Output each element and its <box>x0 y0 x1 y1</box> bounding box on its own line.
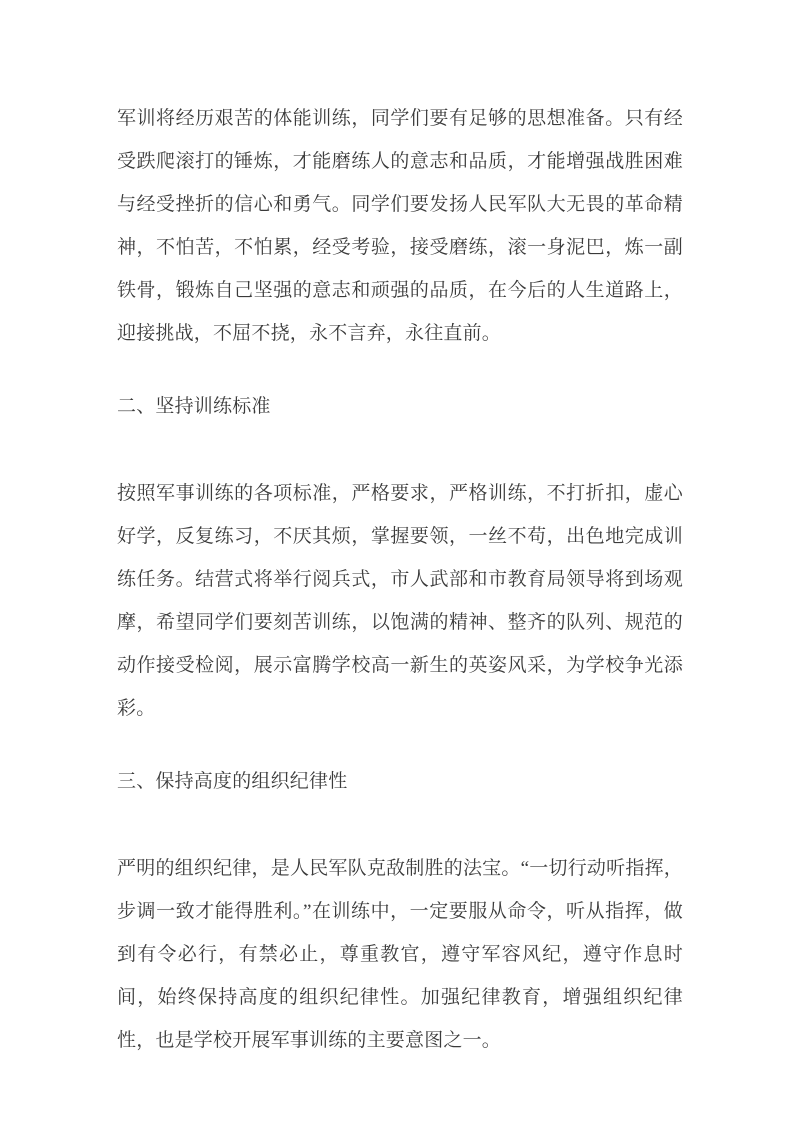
section-heading-2: 二、坚持训练标准 <box>117 396 271 417</box>
document-body <box>117 97 683 1062</box>
section-heading-3: 三、保持高度的组织纪律性 <box>117 771 348 792</box>
paragraph-training-standards: 按照军事训练的各项标准，严格要求，严格训练，不打折扣，虚心好学，反复练习，不厌其烦，掌握要领，一丝不苟，出色地完成训练任务。结营式将举行阅兵式，市人武部和市教育局领导将到场观摩，希望同学们要刻苦训练，以饱满的精神、整齐的队列、规范的动作接受检阅，展示富腾学校高一新生的英姿风采，为学校争光添彩。 <box>117 483 683 719</box>
paragraph-training-mindset: 军训将经历艰苦的体能训练，同学们要有足够的思想准备。只有经受跌爬滚打的锤炼，才能磨练人的意志和品质，才能增强战胜困难与经受挫折的信心和勇气。同学们要发扬人民军队大无畏的革命精神，不怕苦，不怕累，经受考验，接受磨练，滚一身泥巴，炼一副铁骨，锻炼自己坚强的意志和顽强的品质，在今后的人生道路上，迎接挑战，不屈不挠，永不言弃，永往直前。 <box>117 108 683 344</box>
paragraph-discipline: 严明的组织纪律，是人民军队克敌制胜的法宝。“一切行动听指挥，步调一致才能得胜利。”在训练中，一定要服从命令，听从指挥，做到有令必行，有禁必止，尊重教官，遵守军容风纪，遵守作息时间，始终保持高度的组织纪律性。加强纪律教育，增强组织纪律性，也是学校开展军事训练的主要意图之一。 <box>117 858 683 1051</box>
